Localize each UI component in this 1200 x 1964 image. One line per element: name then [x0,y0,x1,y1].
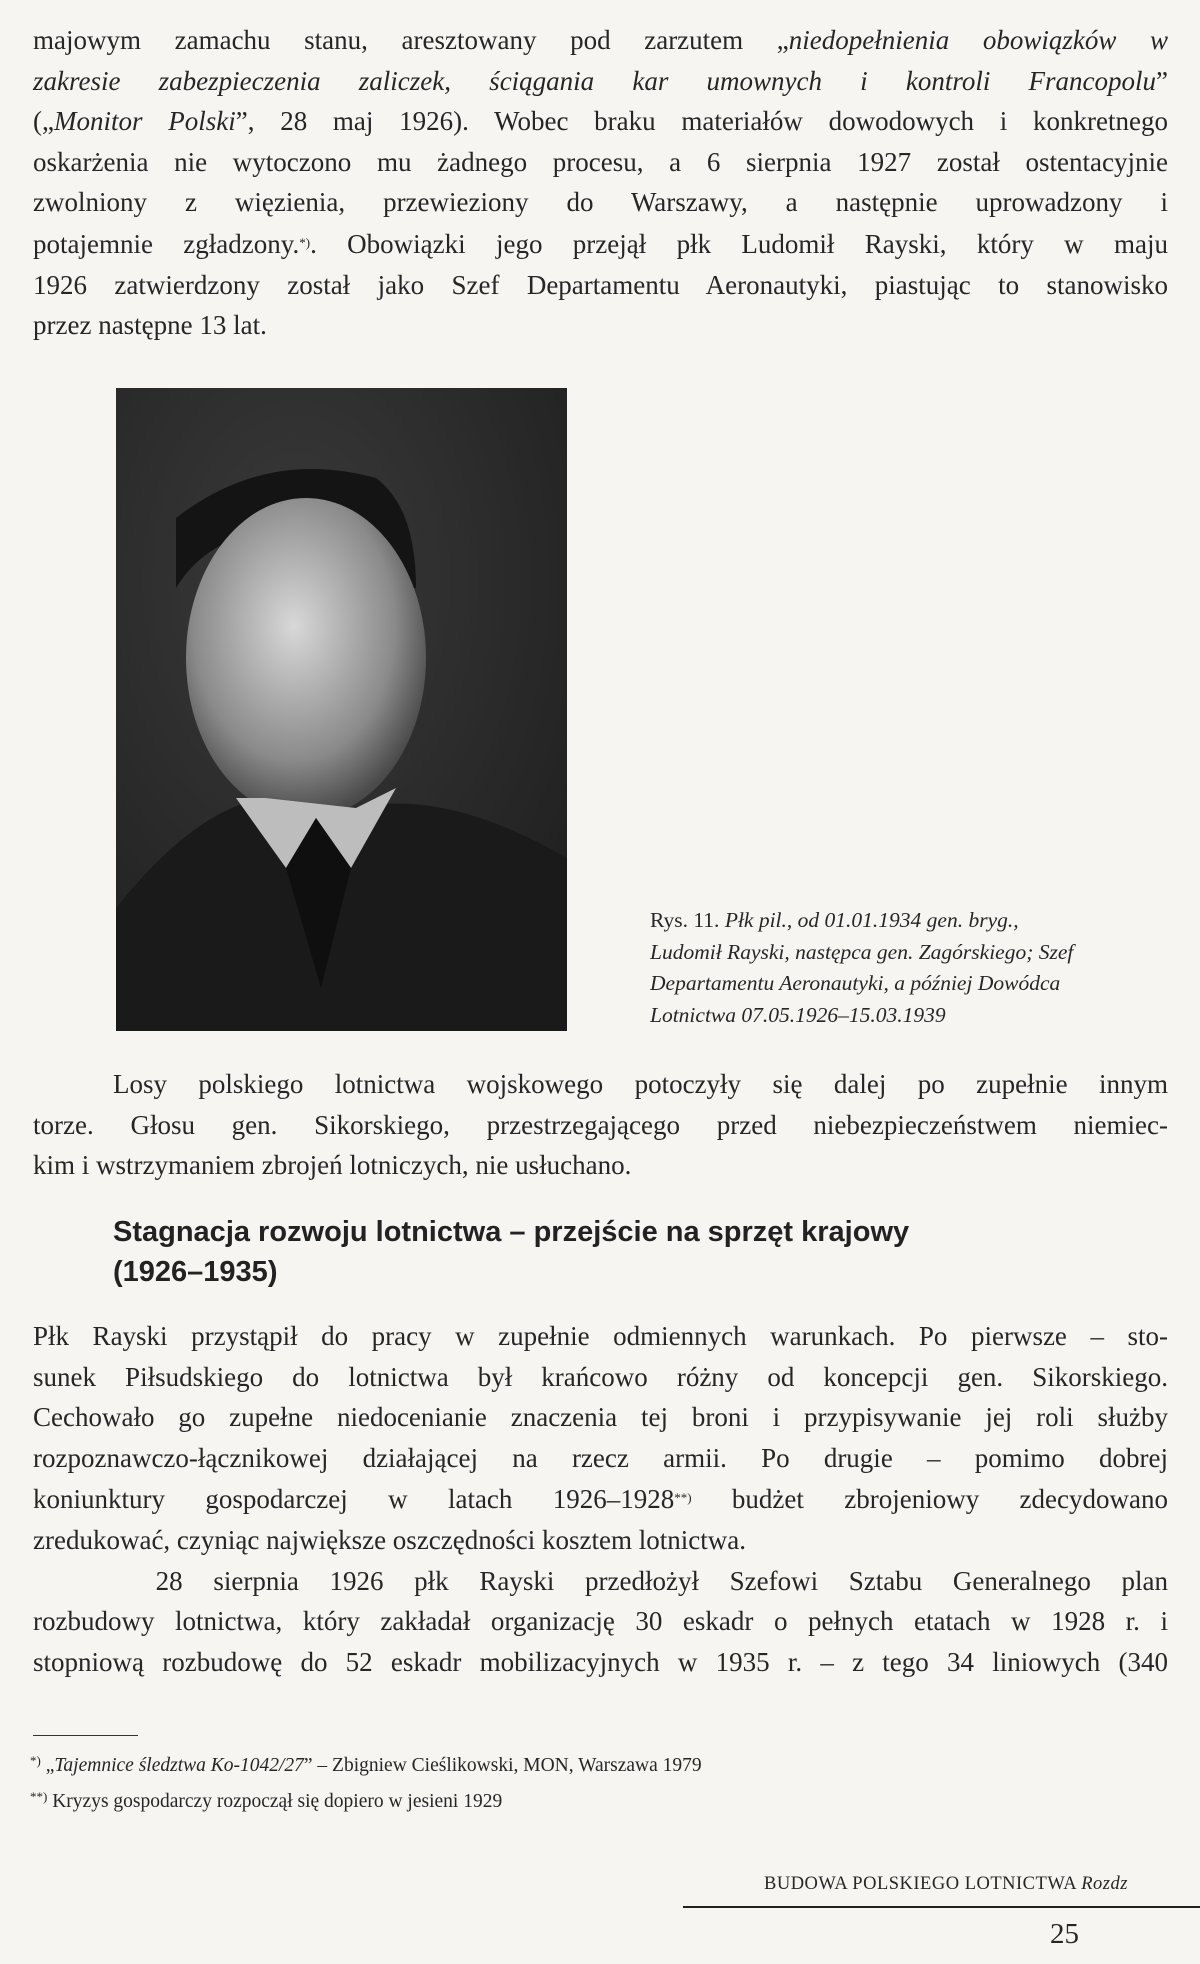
para2-line [33,1642,1168,1683]
text-segment: oskarżenia nie wytoczono mu żadnego procesu, a 6 sierpnia 1927 został ostentacyjnie [33,146,1168,177]
para2-line [33,1397,1168,1438]
text-segment: („ [33,106,54,137]
text-segment: Tajemnice śledztwa Ko-1042/27 [54,1755,304,1776]
para1-line [33,1145,1168,1186]
text-segment: stopniową rozbudowę do 52 eskadr mobilizacyjnych w 1935 r. – z tego 34 liniowych (340 [33,1646,1168,1677]
text-segment: budżet zbrojeniowy zdecydowano [691,1484,1168,1515]
footnote-marker: *) [30,1753,41,1768]
text-segment: rozbudowy lotnictwa, który zakładał organizację 30 eskadr o pełnych etatach w 1928 r. i [33,1606,1168,1637]
portrait-image [116,388,567,1031]
running-head-chapter: Rozdz [1081,1874,1128,1894]
text-segment: sunek Piłsudskiego do lotnictwa był krańcowo różny od koncepcji gen. Sikorskiego. [33,1361,1168,1392]
footnote-marker: **) [30,1789,48,1804]
text-segment: Departamentu Aeronautyki, a później Dowódca [650,971,1061,995]
paragraph-rayski [33,1316,1168,1682]
para2-line [33,1357,1168,1398]
caption-line [650,905,1170,937]
para1-line [33,1105,1168,1146]
text-segment: niedopełnienia obowiązków w [788,25,1168,55]
text-segment: zwolniony z więzienia, przewieziony do Warszawy, a następnie uprowadzony i [33,187,1168,218]
intro-line [33,61,1168,102]
para2-line [33,1438,1168,1479]
text-segment: Ludomił Rayski, następca gen. Zagórskiego; Szef [650,939,1074,964]
text-segment: zakresie zabezpieczenia zaliczek, ściągania kar umownych i kontroli Francopolu [33,65,1157,96]
text-segment: rozpoznawczo-łącznikowej działającej na rzecz armii. Po drugie – pomimo dobrej [33,1442,1168,1473]
text-segment: majowym zamachu stanu, aresztowany pod zarzutem „ [33,25,789,55]
text-segment: Płk pil., od 01.01.1934 gen. bryg., [724,908,1019,932]
portrait-photo [116,388,567,1031]
footnotes-line [30,1745,702,1781]
text-segment: Płk Rayski przystąpił do pracy w zupełnie odmiennych warunkach. Po pierwsze – sto- [33,1321,1168,1351]
intro-line [33,182,1168,223]
text-segment: Monitor Polski [53,106,236,137]
footnote-marker: *) [299,234,311,250]
text-segment: torze. Głosu gen. Sikorskiego, przestrzegającego przed niebezpieczeństwem niemiec- [33,1109,1168,1140]
intro-line [33,265,1168,306]
text-segment: . Obowiązki jego przejął płk Ludomił Rayski, który w maju [310,228,1168,259]
text-segment: ”, 28 maj 1926). Wobec braku materiałów dowodowych i konkretnego [235,106,1168,137]
text-segment: ” – Zbigniew Cieślikowski, MON, Warszawa 1979 [303,1755,702,1776]
intro-line [33,101,1168,142]
text-segment: 28 sierpnia 1926 płk Rayski przedłożył Szefowi Sztabu Generalnego plan [33,1565,1168,1596]
section-heading-line-1: Stagnacja rozwoju lotnictwa – przejście na sprzęt krajowy [113,1216,910,1248]
text-segment: koniunktury gospodarczej w latach 1926–1928 [33,1484,675,1515]
footnotes [30,1745,702,1817]
para2-line [33,1316,1168,1357]
text-segment: kim i wstrzymaniem zbrojeń lotniczych, nie usłuchano. [33,1150,632,1181]
text-segment: przez następne 13 lat. [33,310,267,341]
para2-line [33,1601,1168,1642]
caption-line [650,937,1170,969]
intro-line [33,142,1168,183]
intro-line [33,305,1168,346]
text-segment: ” [1156,65,1168,96]
running-head-rule [683,1906,1200,1908]
running-head-title: BUDOWA POLSKIEGO LOTNICTWA [764,1874,1082,1894]
figure-caption [650,905,1170,1031]
text-segment: Cechowało go zupełne niedocenianie znaczenia tej broni i przypisywanie jej roli służby [33,1402,1168,1433]
para2-line [33,1520,1168,1561]
para1-line [33,1064,1168,1105]
page-number: 25 [1050,1918,1079,1950]
text-segment: zredukować, czyniąc największe oszczędności kosztem lotnictwa. [33,1524,746,1555]
caption-line [650,1000,1170,1032]
intro-line [33,223,1168,265]
para2-line [33,1561,1168,1602]
footnote-marker: **) [674,1490,692,1506]
text-segment: Losy polskiego lotnictwa wojskowego potoczyły się dalej po zupełnie innym [113,1069,1168,1099]
section-heading-line-2: (1926–1935) [113,1256,278,1288]
running-head [764,1874,1128,1895]
text-segment: potajemnie zgładzony. [33,228,300,259]
caption-line [650,968,1170,1000]
text-segment: Kryzys gospodarczy rozpoczął się dopiero w jesieni 1929 [47,1791,503,1812]
text-segment: 1926 zatwierdzony został jako Szef Departamentu Aeronautyki, piastując to stanowisko [33,269,1168,300]
footnotes-line [30,1781,702,1817]
para2-line [33,1478,1168,1520]
paragraph-losy [33,1064,1168,1186]
text-segment: „ [40,1755,55,1776]
text-segment: Lotnictwa 07.05.1926–15.03.1939 [650,1002,946,1027]
section-heading [113,1212,909,1292]
text-segment: Rys. 11. [650,908,725,932]
footnote-divider [33,1735,138,1736]
intro-paragraph [33,20,1168,346]
intro-line [33,20,1168,61]
